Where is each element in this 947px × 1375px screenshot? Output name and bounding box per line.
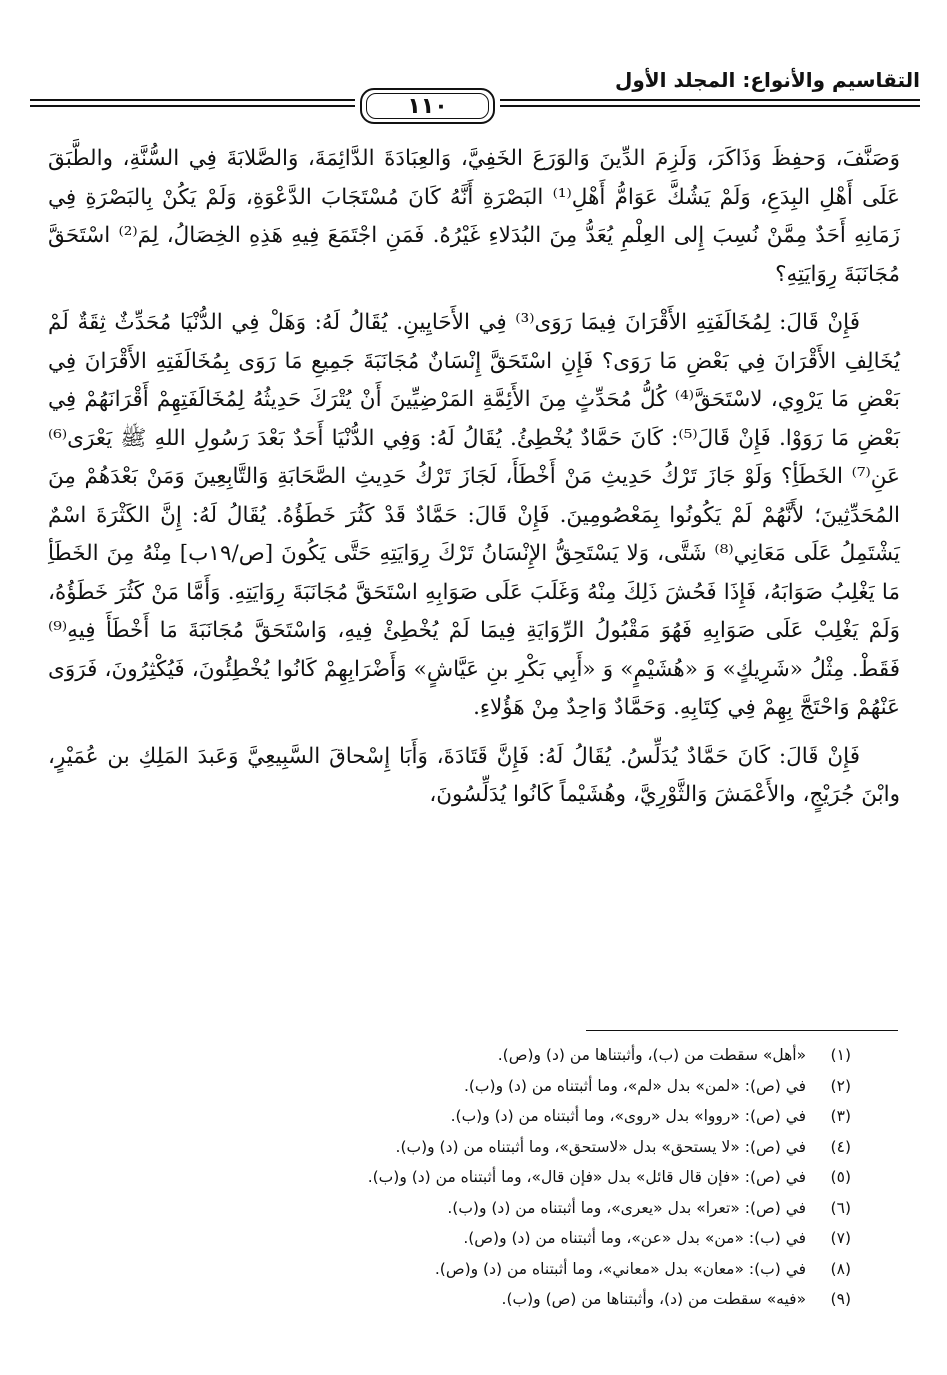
footnote-text: في (ص): «رووا» بدل «روى»، وما أثبتناه من (د) و(ب).	[450, 1107, 807, 1125]
footnote-text: في (ص): «لا يستحق» بدل «لاستحق»، وما أثبتناه من (د) و(ب).	[395, 1137, 807, 1156]
footnote-text: في (ب): «معان» بدل «معاني»، وما أثبتناه من (د) و(ص).	[434, 1259, 807, 1278]
footnote-number: (٣)	[830, 1107, 851, 1125]
footnote	[91, 1071, 851, 1102]
footnote-number: (٦)	[830, 1198, 851, 1217]
paragraph: فَإِنْ قَالَ: لِمُخَالَفَتِهِ الأَقْرَانَ فِيمَا رَوَى⁽³⁾ فِي الأَحَايِينِ. يُقَالُ لَهُ: وَهَلْ فِي الدُّنْيَا مُحَدِّثٌ ثِقَةٌ لَمْ يُخَالِفِ الأَقْرَانَ فِي بَعْضِ مَا رَوَى؟ فَإِنِ اسْتَحَقَّ إِنْسَانٌ مُجَانَبَةَ جَمِيعِ مَا رَوَى بِمُخَالَفَتِهِ الأَقْرَانَ فِي بَعْضِ مَا يَرْوِي، لاسْتَحَقَّ⁽⁴⁾ كُلُّ مُحَدِّثٍ مِنَ الأَئِمَّةِ المَرْضِيِّينَ أَنْ يُتْرَكَ حَدِيثُهُ لِمُخَالَفَتِهِمْ أَقْرَانَهُمْ فِي بَعْضِ مَا رَوَوْا. فَإِنْ قَالَ⁽⁵⁾: كَانَ حَمَّادٌ يُخْطِئُ. يُقَالُ لَهُ: وَفِي الدُّنْيَا أَحَدٌ بَعْدَ رَسُولِ اللهِ ﷺ يَعْرَى⁽⁶⁾ عَنِ⁽⁷⁾ الخَطَأِ؟ وَلَوْ جَازَ تَرْكُ حَدِيثِ مَنْ أَخْطَأَ، لَجَازَ تَرْكُ حَدِيثِ الصَّحَابَةِ وَالتَّابِعِينَ وَمَنْ بَعْدَهُمْ مِنَ المُحَدِّثِينَ؛ لأَنَّهُمْ لَمْ يَكُونُوا بِمَعْصُومِينَ. فَإِنْ قَالَ: حَمَّادٌ قَدْ كَثُرَ خَطَؤُهُ. يُقَالُ لَهُ: إِنَّ الكَثْرَةَ اسْمٌ يَشْتَمِلُ عَلَى مَعَانِي⁽⁸⁾ شَتَّى، وَلا يَسْتَحِقُّ الإِنْسَانُ تَرْكَ رِوَايَتِهِ حَتَّى يَكُونَ [ص/١٩ب] مِنْهُ مِنَ الخَطَأِ مَا يَغْلِبُ صَوَابَهُ، فَإِذَا فَحُشَ ذَلِكَ مِنْهُ وَغَلَبَ عَلَى صَوَابِهِ اسْتَحَقَّ مُجَانَبَةَ رِوَايَتِهِ. وَأَمَّا مَنْ كَثُرَ خَطَؤُهُ، وَلَمْ يَغْلِبْ عَلَى صَوَابِهِ فَهُوَ مَقْبُولُ الرِّوَايَةِ فِيمَا لَمْ يُخْطِئْ فِيهِ، وَاسْتَحَقَّ مُجَانَبَةَ مَا أَخْطَأَ فِيهِ⁽⁹⁾ فَقَطْ. مِثْلُ «شَرِيكٍ» وَ «هُشَيْمٍ» وَ «أَبِي بَكْرِ بنِ عَيَّاشٍ» وَأَضْرَابِهِمْ كَانُوا يُخْطِئُونَ، فَيُكْثِرُونَ، فَرَوَى عَنْهُمْ وَاحْتَجَّ بِهِمْ فِي كِتَابِهِ. وَحَمَّادٌ وَاحِدٌ مِنْ هَؤُلاءِ.	[48, 310, 901, 720]
header-rule-right	[500, 99, 920, 101]
footnote-number: (٤)	[830, 1137, 851, 1156]
paragraph: فَإِنْ قَالَ: كَانَ حَمَّادٌ يُدَلِّسُ. يُقَالُ لَهُ: فَإِنَّ قَتَادَةَ، وَأَبَا إِسْحاقَ السَّبِيعِيَّ وَعَبدَ المَلِكِ بن عُمَيْرٍ، وابْنَ جُرَيْجٍ، والأَعْمَشَ وَالثَّوْرِيَّ، وهُشَيْماً كَانُوا يُدَلِّسُونَ،	[48, 743, 900, 807]
paragraph: وَصَنَّفَ، وَحفِظَ وَذَاكَرَ، وَلَزِمَ الدِّينَ وَالوَرَعَ الخَفِيَّ، وَالعِبَادَةَ الدَّائِمَةَ، وَالصَّلابَةَ فِي السُّنَّةِ، والطَّبَقَ عَلَى أَهْلِ البِدَعِ، وَلَمْ يَشُكَّ عَوَامُّ أَهْلِ⁽¹⁾ البَصْرَةِ أَنَّهُ كَانَ مُسْتَجَابَ الدَّعْوَةِ، وَلَمْ يَكُنْ بِالبَصْرَةِ فِي زَمَانِهِ أَحَدٌ مِمَّنْ نُسِبَ إِلى العِلْمِ يُعَدُّ مِنَ البُدَلاءِ غَيْرُهُ. فَمَنِ اجْتَمَعَ فِيهِ هَذِهِ الخِصَالُ، لِمَ⁽²⁾ اسْتَحَقَّ مُجَانَبَةَ رِوَايَتِهِ؟	[48, 146, 900, 287]
footnotes	[91, 1040, 851, 1315]
footnote	[91, 1284, 851, 1315]
footnote-number: (٨)	[830, 1259, 851, 1278]
page-number-frame	[360, 88, 495, 124]
footnote-number: (٧)	[830, 1229, 851, 1247]
footnote	[91, 1223, 851, 1254]
footnote-text: «فيه» سقطت من (د)، وأثبتناها من (ص) و(ب).	[501, 1290, 807, 1308]
footnote-number: (١)	[830, 1046, 851, 1064]
footnote-text: في (ص): «تعرا» بدل «يعرى»، وما أثبتناه من (د) و(ب).	[447, 1198, 807, 1217]
footnote	[91, 1101, 851, 1132]
header-rule-left-2	[30, 105, 355, 107]
footnote-number: (٥)	[830, 1168, 851, 1186]
header-rule-left	[30, 99, 355, 101]
footnote	[91, 1162, 851, 1193]
footnote-number: (٢)	[830, 1076, 851, 1095]
footnote	[91, 1132, 851, 1163]
footnote	[91, 1040, 851, 1071]
footnote-text: في (ص): «فإن قال قائل» بدل «فإن قال»، وما أثبتناه من (د) و(ب).	[367, 1168, 807, 1186]
page-number: ١١٠	[366, 93, 489, 119]
footnote-text: في (ص): «لمن» بدل «لم»، وما أثبتناه من (د) و(ب).	[463, 1076, 807, 1095]
footnote-number: (٩)	[830, 1290, 851, 1308]
running-title: التقاسيم والأنواع: المجلد الأول	[614, 68, 920, 92]
main-text	[48, 140, 900, 815]
footnote	[91, 1254, 851, 1285]
page-header	[30, 70, 920, 130]
footnote-text: «أهل» سقطت من (ب)، وأثبتناها من (د) و(ص).	[497, 1046, 807, 1064]
header-rule-right-2	[500, 105, 920, 107]
footnote-text: في (ب): «من» بدل «عن»، وما أثبتناه من (د) و(ص).	[463, 1229, 807, 1247]
footnote-divider	[586, 1030, 898, 1031]
footnote	[91, 1193, 851, 1224]
